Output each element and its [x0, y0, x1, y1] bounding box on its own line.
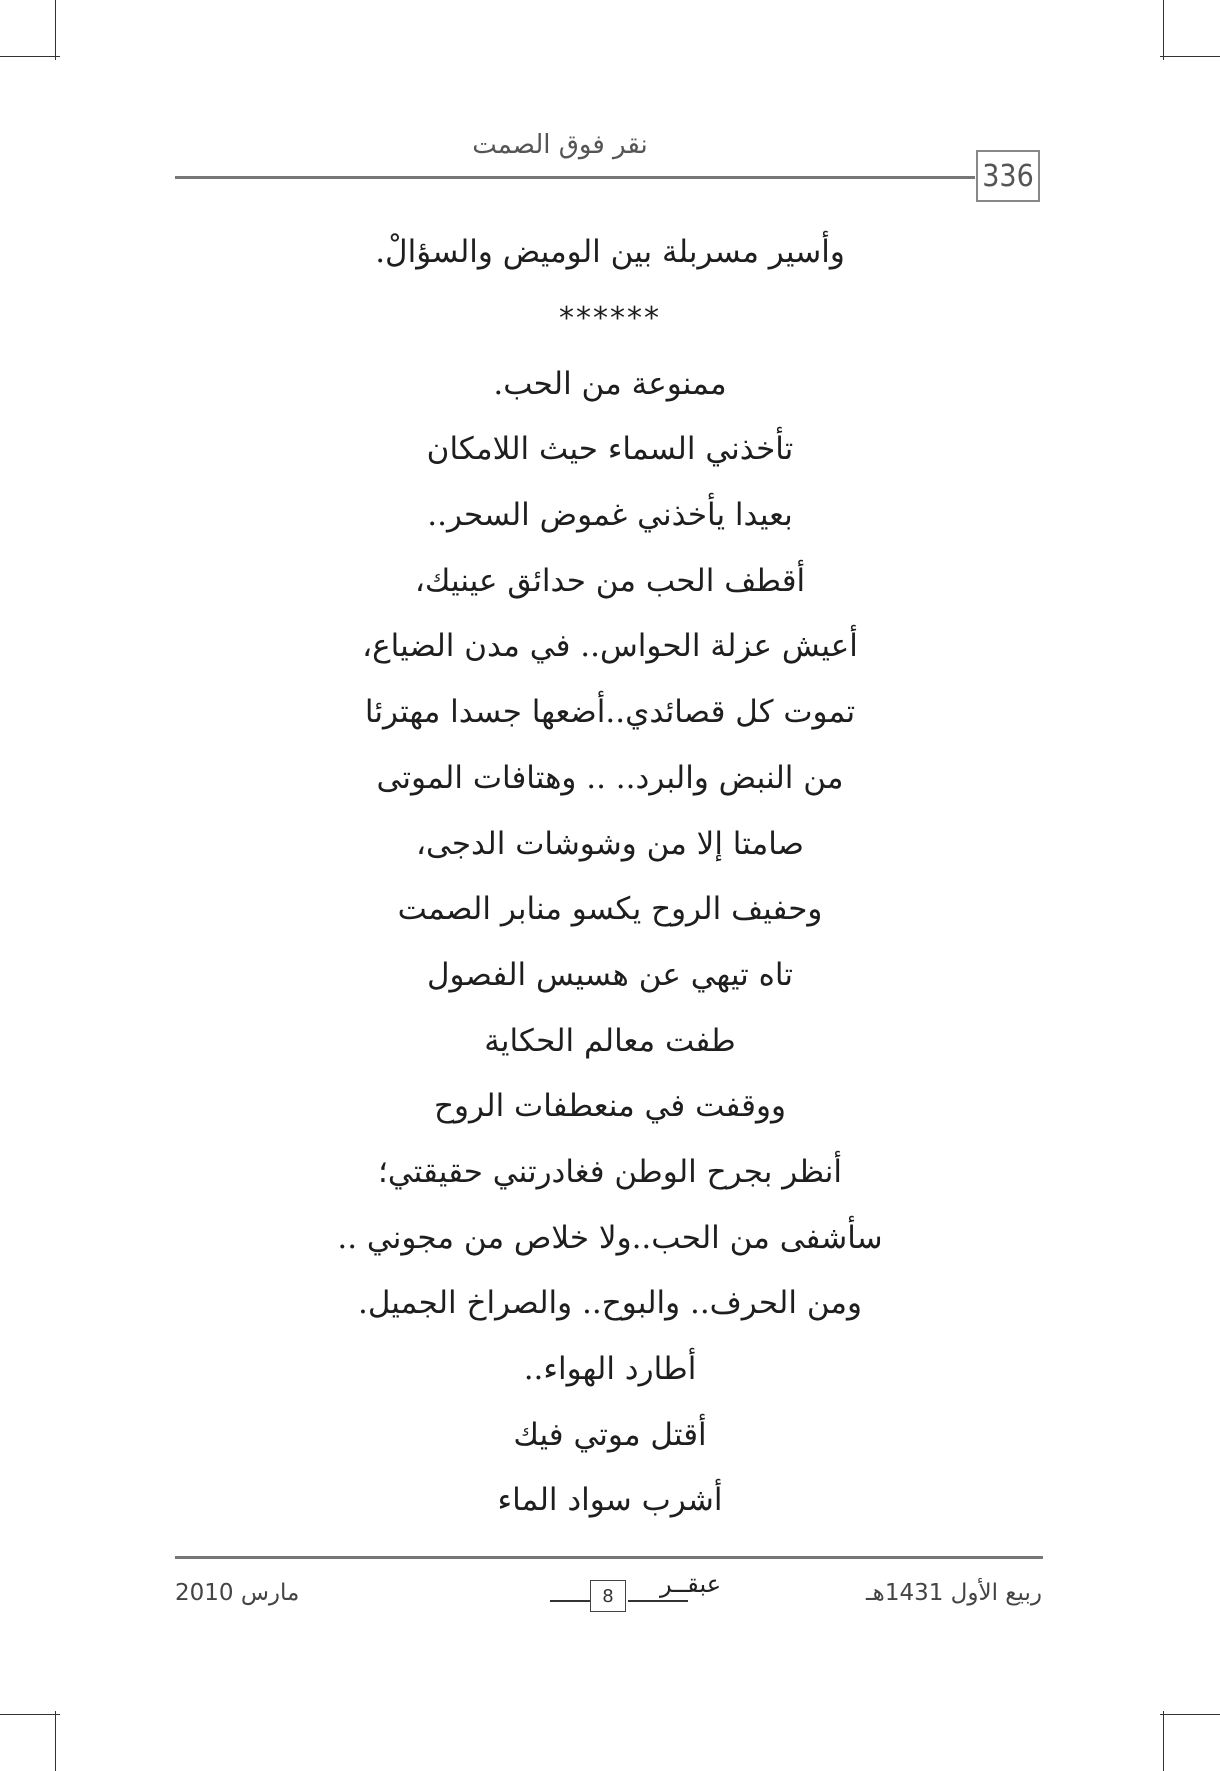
magazine-name: عبقــر: [660, 1570, 722, 1598]
crop-mark: [1163, 0, 1164, 60]
footer-ornament-line: [550, 1600, 590, 1602]
footer-date-hijri: ربيع الأول 1431هـ: [865, 1580, 1042, 1606]
poem-line: طفت معالم الحكاية: [484, 1022, 736, 1059]
poem-line: وأسير مسربلة بين الوميض والسؤالْ.: [375, 234, 845, 270]
footer-ornament-line: [628, 1600, 688, 1602]
crop-mark: [55, 0, 56, 60]
poem-line: أقطف الحب من حدائق عينيك،: [414, 562, 806, 599]
section-separator: ******: [559, 300, 661, 336]
poem-body: [250, 220, 970, 1534]
poem-line: أنظر بجرح الوطن فغادرتني حقيقتي؛: [377, 1153, 843, 1190]
poem-line: بعيدا يأخذني غموض السحر..: [427, 497, 793, 534]
footer-magazine-mark: [540, 1570, 722, 1616]
issue-number: 8: [590, 1580, 626, 1612]
poem-line: صامتا إلا من وشوشات الدجى،: [416, 825, 804, 862]
crop-mark: [1163, 1711, 1164, 1771]
poem-line: من النبض والبرد.. .. وهتافات الموتى: [376, 759, 844, 796]
header-rule: [175, 176, 975, 179]
crop-mark: [0, 56, 60, 57]
crop-mark: [1160, 56, 1220, 57]
poem-line: ممنوعة من الحب.: [493, 365, 727, 402]
crop-mark: [1160, 1714, 1220, 1715]
poem-line: تاه تيهي عن هسيس الفصول: [427, 956, 793, 993]
poem-line: أطارد الهواء..: [523, 1351, 697, 1387]
crop-mark: [0, 1714, 60, 1715]
poem-line: ومن الحرف.. والبوح.. والصراخ الجميل.: [357, 1285, 863, 1322]
poem-line: سأشفى من الحب..ولا خلاص من مجوني ..: [337, 1219, 883, 1256]
running-header-title: نقر فوق الصمت: [472, 130, 648, 160]
poem-line: أعيش عزلة الحواس.. في مدن الضياع،: [362, 628, 858, 665]
poem-line: تأخذني السماء حيث اللامكان: [426, 431, 794, 468]
poem-line: تموت كل قصائدي..أضعها جسدا مهترئا: [364, 694, 856, 731]
crop-mark: [55, 1711, 56, 1771]
poem-line: أقتل موتي فيك: [513, 1416, 707, 1453]
poem-line: وحفيف الروح يكسو منابر الصمت: [397, 891, 823, 928]
page-number: 336: [976, 150, 1040, 202]
poem-line: ووقفت في منعطفات الروح: [434, 1088, 786, 1125]
footer-rule: [175, 1556, 1043, 1559]
poem-line: أشرب سواد الماء: [497, 1482, 723, 1519]
footer-date-gregorian: مارس 2010: [175, 1580, 300, 1606]
